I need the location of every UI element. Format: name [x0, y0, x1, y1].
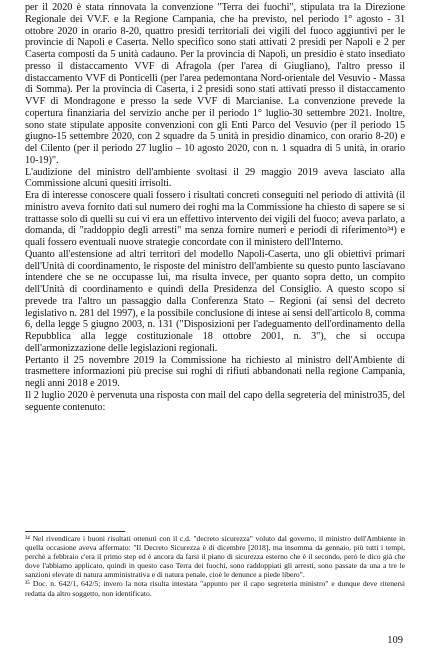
footnote-34: ³⁴ Nel rivendicare i buoni risultati ottenuti con il c.d. "decreto sicurezza" voluto dal governo, il ministro dell'Ambiente in quella occasione aveva affermato: "Il Decreto Sicurezza è di dicembre [2018], ma insomma da gennaio, più tutti i tempi, perché a febbraio c'era il primo step ed è ancora da farsi il piano di sicurezza esterno che è il secondo, però le dico già che dove l'abbiamo applicato, quindi in questo caso Terra dei fuochi, sono raddoppiati gli arresti, sono passate da una a tre le sanzioni elevate di natura amministrativa e di natura penale, cioè le denunce a piede libero". — [25, 534, 405, 580]
page-number: 109 — [387, 635, 403, 646]
paragraph-audizione-ministro: L'audizione del ministro dell'ambiente svoltasi il 29 maggio 2019 aveva lasciato alla Commissione alcuni quesiti irrisolti. — [25, 166, 405, 190]
footnote-35: ³⁵ Doc. n. 642/1, 642/5; invero la nota risulta intestata "appunto per il capo segreteria ministro" e dunque deve ritenersi redatta da altro soggetto, non identificato. — [25, 579, 405, 598]
paragraph-richiesta-commissione: Pertanto il 25 novembre 2019 la Commissione ha richiesto al ministro dell'Ambiente di trasmettere informazioni più precise sui roghi di rifiuti abbandonati nella regione Campania, negli anni 2018 e 2019. — [25, 354, 405, 389]
paragraph-risposta-segreteria: Il 2 luglio 2020 è pervenuta una risposta con mail del capo della segreteria del ministro35, del seguente contenuto: — [25, 389, 405, 413]
main-text — [25, 2, 405, 413]
footnote-separator — [25, 531, 125, 532]
paragraph-risultati-concreti: Era di interesse conoscere quali fossero i risultati concreti conseguiti nel periodo di attività (il ministro aveva fornito dati sul numero dei roghi ma la Commissione ha chiesto di sapere se si trattasse solo di quelli su cui vi era un effettivo intervento dei vigili del fuoco; aveva parlato, a domanda, di "raddoppio degli arresti" ma senza fornire numeri e periodi di riferimento³⁴) e quali fossero eventuali nuove strategie concordate con il ministero dell'Interno. — [25, 190, 405, 248]
paragraph-convenzione-terra-dei-fuochi: per il 2020 è stata rinnovata la convenzione "Terra dei fuochi", stipulata tra la Direzione Regionale dei VV.F. e la Regione Campania, che ha previsto, nel periodo 1° agosto - 31 ottobre 2020 in orario 8-20, quattro presidi territoriali dei vigili del fuoco aggiuntivi per le provincie di Napoli e Caserta. Nello specifico sono stati attivati 2 presidi per Napoli e 2 per Caserta composti da 5 unità cadauno. Per la provincia di Napoli, un presidio è stato insediato presso il distaccamento VVF di Afragola (per l'area di Giugliano), l'altro presso il distaccamento VVF di Ponticelli (per l'area pedemontana Nord-orientale del Vesuvio - Massa di Somma). Per la provincia di Caserta, i 2 presidi sono stati attivati presso il distaccamento VVF di Mondragone e presso la sede VVF di Marcianise. La convenzione prevede la copertura finanziaria del servizio anche per il periodo 1° luglio-30 settembre 2021. Inoltre, sono state stipulate apposite convenzioni con gli Enti Parco del Vesuvio (per il periodo 15 giugno-15 settembre 2020, con 2 squadre da 5 unità in presidio dinamico, con orario 8-20) e del Cilento (per il periodo 27 luglio – 10 agosto 2020, con n. 1 squadra di 5 unità, in orario 10-19)". — [25, 2, 405, 166]
paragraph-estensione-territori: Quanto all'estensione ad altri territori del modello Napoli-Caserta, uno gli obiettivi primari dell'Unità di coordinamento, le risposte del ministro dell'ambiente su questo punto lasciavano intendere che se ne occupasse lui, ma risulta invece, per quanto sopra detto, un compito dell'Unità di coordinamento e quindi della Presidenza del Consiglio. A questo scopo si prevede tra l'altro un passaggio dalla Conferenza Stato – Regioni (ai sensi del decreto legislativo n. 281 del 1997), e la possibile conclusione di intese ai sensi dell'articolo 8, comma 6, della legge 5 giugno 2003, n. 131 ("Disposizioni per l'adeguamento dell'ordinamento della Repubblica alla legge costituzionale 18 ottobre 2001, n. 3"), che si occupa dell'armonizzazione delle legislazioni regionali. — [25, 248, 405, 354]
footnotes — [25, 534, 405, 598]
